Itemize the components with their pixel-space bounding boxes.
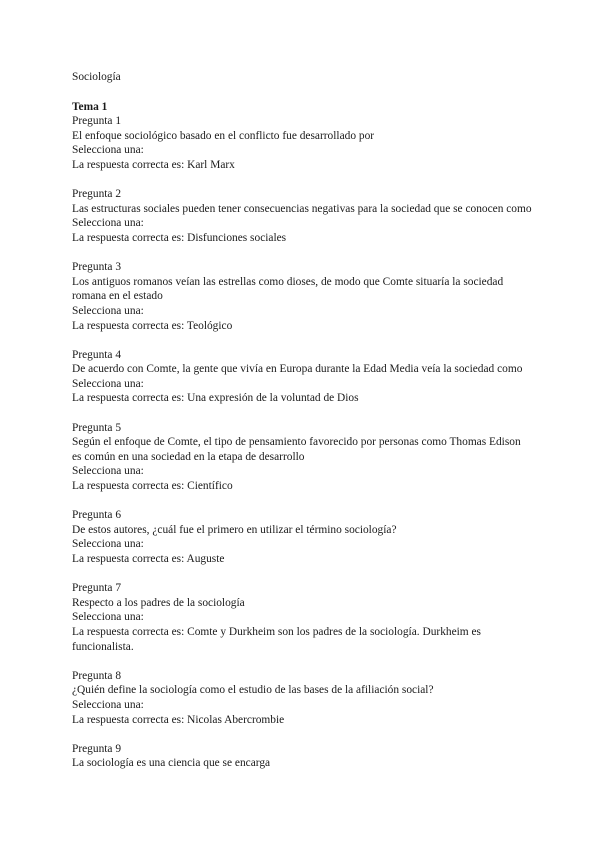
document-page (72, 70, 532, 786)
document-title: Sociología (72, 71, 121, 83)
question-answer: La respuesta correcta es: Comte y Durkheim son los padres de la sociología. Durkheim es funcionalista. (72, 625, 481, 653)
question-prompt: Selecciona una: (72, 698, 144, 711)
question-block (72, 348, 532, 406)
question-text: De acuerdo con Comte, la gente que vivía en Europa durante la Edad Media veía la sociedad como (72, 363, 523, 376)
question-label: Pregunta 7 (72, 582, 122, 595)
question-text: La sociología es una ciencia que se encarga (72, 757, 271, 770)
question-text: ¿Quién define la sociología como el estudio de las bases de la afiliación social? (72, 684, 434, 697)
question-prompt: Selecciona una: (72, 611, 144, 624)
question-prompt: Selecciona una: (72, 144, 144, 157)
question-answer: La respuesta correcta es: Disfunciones sociales (72, 231, 287, 244)
question-block (72, 742, 532, 771)
question-prompt: Selecciona una: (72, 377, 144, 390)
question-block (72, 187, 532, 245)
question-answer: La respuesta correcta es: Teológico (72, 319, 233, 332)
question-label: Pregunta 9 (72, 742, 122, 755)
question-label: Pregunta 1 (72, 115, 122, 128)
question-block (72, 421, 532, 494)
topic-heading: Tema 1 (72, 100, 108, 113)
question-block (72, 669, 532, 727)
question-prompt: Selecciona una: (72, 538, 144, 551)
question-prompt: Selecciona una: (72, 465, 144, 478)
question-label: Pregunta 3 (72, 261, 122, 274)
question-block (72, 260, 532, 333)
question-block (72, 581, 532, 654)
question-list (72, 114, 532, 771)
question-text: De estos autores, ¿cuál fue el primero en utilizar el término sociología? (72, 523, 397, 536)
question-answer: La respuesta correcta es: Una expresión de la voluntad de Dios (72, 392, 359, 405)
question-answer: La respuesta correcta es: Nicolas Abercrombie (72, 713, 285, 726)
question-text: Según el enfoque de Comte, el tipo de pensamiento favorecido por personas como Thomas Edison es común en una sociedad en la etapa de desarrollo (72, 436, 521, 463)
question-text: El enfoque sociológico basado en el conflicto fue desarrollado por (72, 129, 375, 142)
question-block (72, 114, 532, 172)
question-answer: La respuesta correcta es: Karl Marx (72, 158, 235, 171)
question-label: Pregunta 4 (72, 348, 122, 361)
question-label: Pregunta 5 (72, 421, 122, 434)
question-prompt: Selecciona una: (72, 304, 144, 317)
question-label: Pregunta 6 (72, 509, 122, 522)
question-label: Pregunta 8 (72, 669, 122, 682)
question-answer: La respuesta correcta es: Auguste (72, 553, 225, 565)
question-block (72, 508, 532, 566)
question-text: Respecto a los padres de la sociología (72, 596, 245, 609)
question-answer: La respuesta correcta es: Científico (72, 480, 233, 493)
question-text: Los antiguos romanos veían las estrellas como dioses, de modo que Comte situaría la sociedad romana en el estado (72, 275, 504, 303)
question-text: Las estructuras sociales pueden tener consecuencias negativas para la sociedad que se conocen como (72, 202, 532, 215)
question-prompt: Selecciona una: (72, 217, 144, 230)
question-label: Pregunta 2 (72, 188, 122, 201)
